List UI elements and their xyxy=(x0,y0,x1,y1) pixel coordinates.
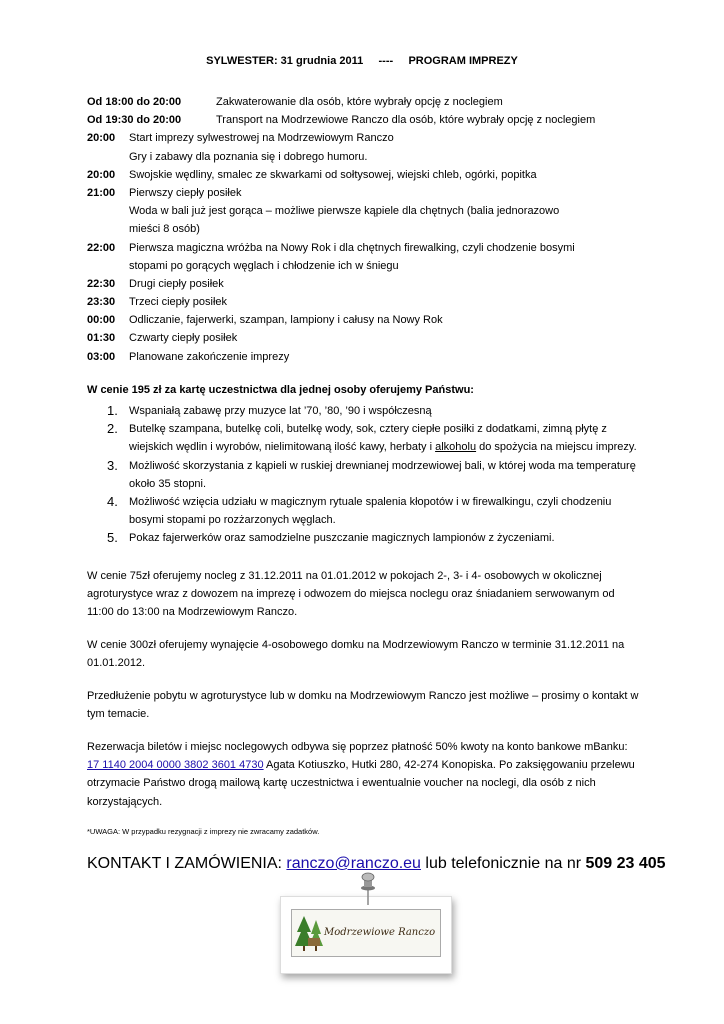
offer-number: 3. xyxy=(107,457,118,473)
email-link[interactable]: ranczo@ranczo.eu xyxy=(286,855,421,872)
schedule-time: Od 18:00 do 20:00 xyxy=(87,96,182,108)
schedule-time: 22:30 xyxy=(87,277,116,290)
bank-account-link[interactable]: 17 1140 2004 0000 3802 3601 4730 xyxy=(87,759,264,772)
schedule-time: 00:00 xyxy=(87,314,116,327)
schedule-description-continued: mieści 8 osób) xyxy=(129,223,200,236)
cottage-paragraph: W cenie 300zł oferujemy wynajęcie 4-osobowego domku na Modrzewiowym Ranczo w terminie 31.12.2011 na 01.01.2012. xyxy=(87,639,625,670)
schedule-description-continued: Gry i zabawy dla poznania się i dobrego humoru. xyxy=(129,150,368,163)
schedule-time: 01:30 xyxy=(87,332,116,345)
title-event: SYLWESTER: 31 grudnia 2011 xyxy=(206,55,364,67)
schedule-description: Pierwszy ciepły posiłek xyxy=(129,186,242,199)
extension-paragraph: Przedłużenie pobytu w agroturystyce lub w domku na Modrzewiowym Ranczo jest możliwe – prosimy o kontakt w tym temacie. xyxy=(87,690,639,721)
schedule-time: 22:00 xyxy=(87,241,116,254)
schedule-item xyxy=(87,348,647,366)
offer-number: 4. xyxy=(107,494,118,510)
alcohol-link[interactable]: alkoholu xyxy=(435,441,477,454)
schedule-description: Trzeci ciepły posiłek xyxy=(129,296,228,309)
schedule-item xyxy=(87,184,647,202)
schedule-description: Zakwaterowanie dla osób, które wybrały opcję z noclegiem xyxy=(216,96,503,108)
schedule-item xyxy=(87,111,647,129)
pushpin-icon xyxy=(359,872,377,906)
schedule-description: Swojskie wędliny, smalec ze skwarkami od sołtysowej, wiejski chleb, ogórki, popitka xyxy=(129,168,537,181)
cancellation-note: *UWAGA: W przypadku rezygnacji z imprezy nie zwracamy zadatków. xyxy=(87,827,320,836)
offer-item xyxy=(87,493,647,529)
logo-text: Modrzewiowe Ranczo xyxy=(324,927,436,938)
schedule-description: Start imprezy sylwestrowej na Modrzewiowym Ranczo xyxy=(129,132,394,145)
schedule-item xyxy=(87,239,647,257)
offer-text: Butelkę szampana, butelkę coli, butelkę wody, sok, cztery ciepłe posiłki z dodatkami, zimną płytę z xyxy=(129,423,607,436)
schedule-item xyxy=(87,275,647,293)
schedule-description: Drugi ciepły posiłek xyxy=(129,277,224,290)
schedule-item xyxy=(87,166,647,184)
title-program: PROGRAM IMPREZY xyxy=(408,55,518,67)
offer-item xyxy=(87,529,647,547)
schedule-time: 20:00 xyxy=(87,132,116,145)
schedule-time: 21:00 xyxy=(87,186,116,199)
contact-line: KONTAKT I ZAMÓWIENIA: ranczo@ranczo.eu lub telefonicznie na nr 509 23 405 xyxy=(87,855,666,872)
offer-number: 5. xyxy=(107,530,118,546)
offer-text: wiejskich wędlin i wyrobów, nielimitowaną ilość kawy, herbaty i xyxy=(129,441,436,454)
offer-text: Możliwość wzięcia udziału w magicznym rytuale spalenia kłopotów i w firewalkingu, czyli chodzeniu xyxy=(129,496,612,509)
schedule-description-continued: Woda w bali już jest gorąca – możliwe pierwsze kąpiele dla chętnych (balia jednorazowo xyxy=(129,205,560,218)
schedule-time: 03:00 xyxy=(87,350,116,363)
offer-number: 2. xyxy=(107,421,118,437)
schedule-item xyxy=(87,129,647,147)
page-title xyxy=(0,55,724,67)
offer-text: bosymi stopami po rozżarzonych węglach. xyxy=(129,514,336,527)
offer-item xyxy=(87,457,647,493)
schedule-item xyxy=(87,311,647,329)
logo xyxy=(291,909,441,957)
reservation-paragraph: Rezerwacja biletów i miejsc noclegowych odbywa się poprzez płatność 50% kwoty na konto bankowe mBanku: 17 1140 2004 0000 3802 3601 4730 Agata Kotiuszko, Hutki 280, 42-274 Konopiska. Po zaksięgowaniu przelewu otrzymacie Państwo drogą mailową kartę uczestnictwa i ewentualnie voucher na noclegi, dla osób z nich korzystających. xyxy=(87,741,635,808)
offer-item: 2. Butelkę szampana, butelkę coli, butelkę wody, sok, cztery ciepłe posiłki z dodatkami, zimną płytę z wiejskich wędlin i wyrobów, nielimitowaną ilość kawy, herbaty i alkoholu do spożycia na miejscu imprezy. xyxy=(107,421,637,454)
schedule-description-continued: stopami po gorących węglach i chłodzenie ich w śniegu xyxy=(129,259,399,272)
logo-area xyxy=(280,870,455,980)
schedule-description: Czwarty ciepły posiłek xyxy=(129,332,238,345)
logo-card xyxy=(280,896,452,974)
schedule xyxy=(87,93,647,366)
schedule-item xyxy=(87,93,647,111)
schedule-description: Transport na Modrzewiowe Ranczo dla osób, które wybrały opcję z noclegiem xyxy=(216,114,596,127)
accommodation-paragraph: W cenie 75zł oferujemy nocleg z 31.12.2011 na 01.01.2012 w pokojach 2-, 3- i 4- osobowych w okolicznej agroturystyce wraz z dowozem na imprezę i odwozem do miejsca noclegu oraz śniadaniem serwowanym od 11:00 do 13:00 na Modrzewiowym Ranczo. xyxy=(87,570,615,619)
schedule-description: Odliczanie, fajerwerki, szampan, lampiony i całusy na Nowy Rok xyxy=(129,314,443,327)
schedule-time: 23:30 xyxy=(87,296,116,309)
schedule-description: Planowane zakończenie imprezy xyxy=(129,350,290,363)
phone-number: 509 23 405 xyxy=(585,855,666,872)
schedule-description: Pierwsza magiczna wróżba na Nowy Rok i dla chętnych firewalking, czyli chodzenie bosymi xyxy=(129,241,575,254)
offer-number: 1. xyxy=(107,403,118,418)
schedule-time: Od 19:30 do 20:00 xyxy=(87,114,182,127)
offer-text: Pokaz fajerwerków oraz samodzielne puszczanie magicznych lampionów z życzeniami. xyxy=(129,532,555,545)
offer-list xyxy=(87,402,647,548)
schedule-time: 20:00 xyxy=(87,168,116,181)
offer-text: około 35 stopni. xyxy=(129,477,207,490)
schedule-item xyxy=(87,293,647,311)
offer-text: Wspaniałą zabawę przy muzyce lat ’70, ’80, ’90 i współczesną xyxy=(129,405,432,417)
offer-text: Możliwość skorzystania z kąpieli w ruskiej drewnianej modrzewiowej bali, w której woda ma temperaturę xyxy=(129,459,636,472)
title-separator: ---- xyxy=(378,55,394,67)
offer-item xyxy=(87,402,647,420)
offer-heading: W cenie 195 zł za kartę uczestnictwa dla jednej osoby oferujemy Państwu: xyxy=(87,384,474,396)
schedule-item xyxy=(87,329,647,347)
